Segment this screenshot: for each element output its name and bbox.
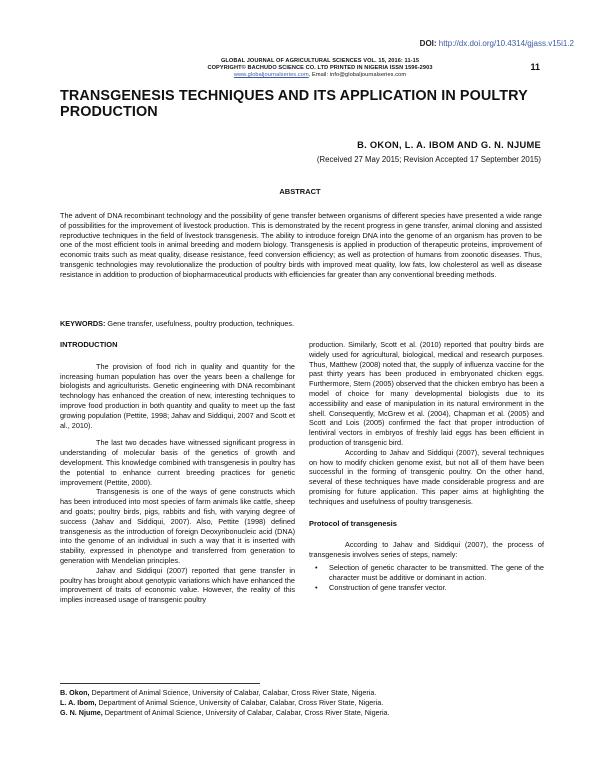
protocol-heading: Protocol of transgenesis (309, 518, 397, 528)
bullet-icon: • (315, 562, 318, 572)
paragraph: The last two decades have witnessed significant progress in understanding of molecular basis of the genetics of growth and development. This knowledge combined with transgenesis in poultry has the potential to enhance current breeding practices for genetic improvement (Pettite, 2000). (60, 438, 295, 487)
paragraph: Transgenesis is one of the ways of gene constructs which has been introduced into most species of farm animals like cattle, sheep and goats; poultry birds, pigs, rabbits and fish, with varying degree of success (Jahav and Siddiqui, 2007). Also, Pettite (1998) defined transgenesis as the introduction of foreign Deoxyribonucleic acid (DNA) into the genome of an individual in such a way that it is inserted with stability, expressed in phenotype and transferred from generation to generation with Mendelian principles. (60, 487, 295, 565)
body-column-left (60, 340, 295, 605)
website-link[interactable]: www.globaljournalseries.com (233, 72, 309, 78)
copyright-line: COPYRIGHT© BACHUDO SCIENCE CO. LTD PRINTED IN NIGERIA ISSN 1596-2903 (207, 65, 433, 71)
website-line (140, 72, 500, 79)
affiliation-name: B. Okon, (60, 688, 90, 697)
paragraph: According to Jahav and Siddiqui (2007), several techniques on how to modify chicken genome exist, but not all of them have been successful in the forming of transgenic poultry. On the other hand, several of these techniques have made considerable progress and are promising for future application. This paper aims at highlighting the techniques and usefulness of poultry transgenesis. (309, 447, 544, 506)
abstract-text: The advent of DNA recombinant technology and the possibility of gene transfer between organisms of different species have presented a wide range of possibilities for the improvement of livestock production. This is demonstrated by the recent progress in gene transfer, animal cloning and assisted reproductive techniques in the field of livestock transgenesis. The ability to introduce foreign DNA into the genome of an organism has proven to be one of the most efficient tools in animal breeding and modern biology. Transgenesis is applied in production of therapeutic proteins, improvement of economic traits such as meat quality, disease resistance, feed conversion efficiency; as well as protection of humans from zoonotic diseases. Thus, transgenic technologies may revolutionalize the production of poultry birds with improved meat quality, low fats, low cholesterol as well as disease resistance in addition to production of biopharmaceutical products with efficiencies far greater than any conventional breeding methods. (60, 211, 542, 279)
affiliation-text: Department of Animal Science, University of Calabar, Calabar, Cross River State, Nigeria. (89, 688, 377, 697)
affiliation-name: G. N. Njume, (60, 708, 103, 717)
introduction-heading: INTRODUCTION (60, 340, 118, 349)
page-number: 11 (530, 62, 540, 72)
doi-line (420, 39, 574, 48)
paragraph: According to Jahav and Siddiqui (2007), the process of transgenesis involves series of steps, namely: (309, 540, 544, 560)
journal-name: GLOBAL JOURNAL OF AGRICULTURAL SCIENCES VOL. 15, 2016: 11-15 (220, 58, 420, 64)
list-item-text: Selection of genetic character to be transmitted. The gene of the character must be additive or dominant in action. (329, 562, 544, 582)
list-item-text: Construction of gene transfer vector. (329, 582, 447, 592)
doi-label: DOI: (419, 39, 437, 48)
abstract-heading: ABSTRACT (279, 187, 321, 196)
steps-list (309, 563, 544, 592)
keywords-line (60, 319, 542, 328)
paragraph: production. Similarly, Scott et al. (2010) reported that poultry birds are widely used for agricultural, biological, medical and research purposes. Thus, Matthew (2008) noted that, the supply of influenza vaccine for the past thirty years has been produced in embryonated chicken eggs. Furthermore, Stern (2005) observed that the chicken embryo has been a model of choice for many developmental biologists due to its accessibility and ease of manipulation in its natural environment in the shell. Consequently, McGrew et al. (2004), Chapman et al. (2005) and Scott and Lois (2005) confirmed the fact that proper introduction of lentiviral vectors in embryos of freshly laid eggs has been efficient in production of transgenic bird. (309, 340, 544, 447)
body-column-right (309, 340, 544, 592)
affiliation-text: Department of Animal Science, University of Calabar, Calabar, Cross River State, Nigeria. (96, 698, 384, 707)
doi-link[interactable]: http://dx.doi.org/10.4314/gjass.v15i1.2 (438, 39, 574, 48)
affiliation (60, 688, 542, 698)
received-dates: (Received 27 May 2015; Revision Accepted 17 September 2015) (316, 155, 541, 164)
email-text: , Email: info@globaljournalseries.com (308, 72, 407, 78)
article-title: TRANSGENESIS TECHNIQUES AND ITS APPLICATION IN POULTRY PRODUCTION (60, 88, 528, 120)
affiliation (60, 708, 542, 718)
keywords-label: KEYWORDS: (60, 319, 106, 328)
affiliation-name: L. A. Ibom, (60, 698, 97, 707)
keywords-text: Gene transfer, usefulness, poultry production, techniques. (105, 319, 295, 328)
list-item (315, 582, 544, 593)
list-item (315, 562, 544, 583)
paragraph: The provision of food rich in quality and quantity for the increasing human population has over the years been a challenge for biologists and agriculturists. Genetic engineering with DNA recombinant technology has enhanced the creation of new, interesting techniques to improve food production in both quantity and quality to meet up the fast growing population (Pettite, 1998; Jahav and Siddiqui, 2007 and Scott et al., 2010). (60, 361, 295, 430)
article-authors: B. OKON, L. A. IBOM AND G. N. NJUME (357, 140, 541, 150)
author-affiliations (60, 688, 542, 718)
affiliation-text: Department of Animal Science, University of Calabar, Calabar, Cross River State, Nigeria. (102, 708, 390, 717)
paragraph: Jahav and Siddiqui (2007) reported that gene transfer in poultry has brought about genotypic variations which have enhanced the improvement of traits of economic value. However, the reality of this implies increased usage of transgenic poultry (60, 565, 295, 605)
journal-header (140, 58, 500, 79)
affiliation (60, 698, 542, 708)
bullet-icon: • (315, 582, 318, 592)
footnote-divider (60, 683, 260, 684)
